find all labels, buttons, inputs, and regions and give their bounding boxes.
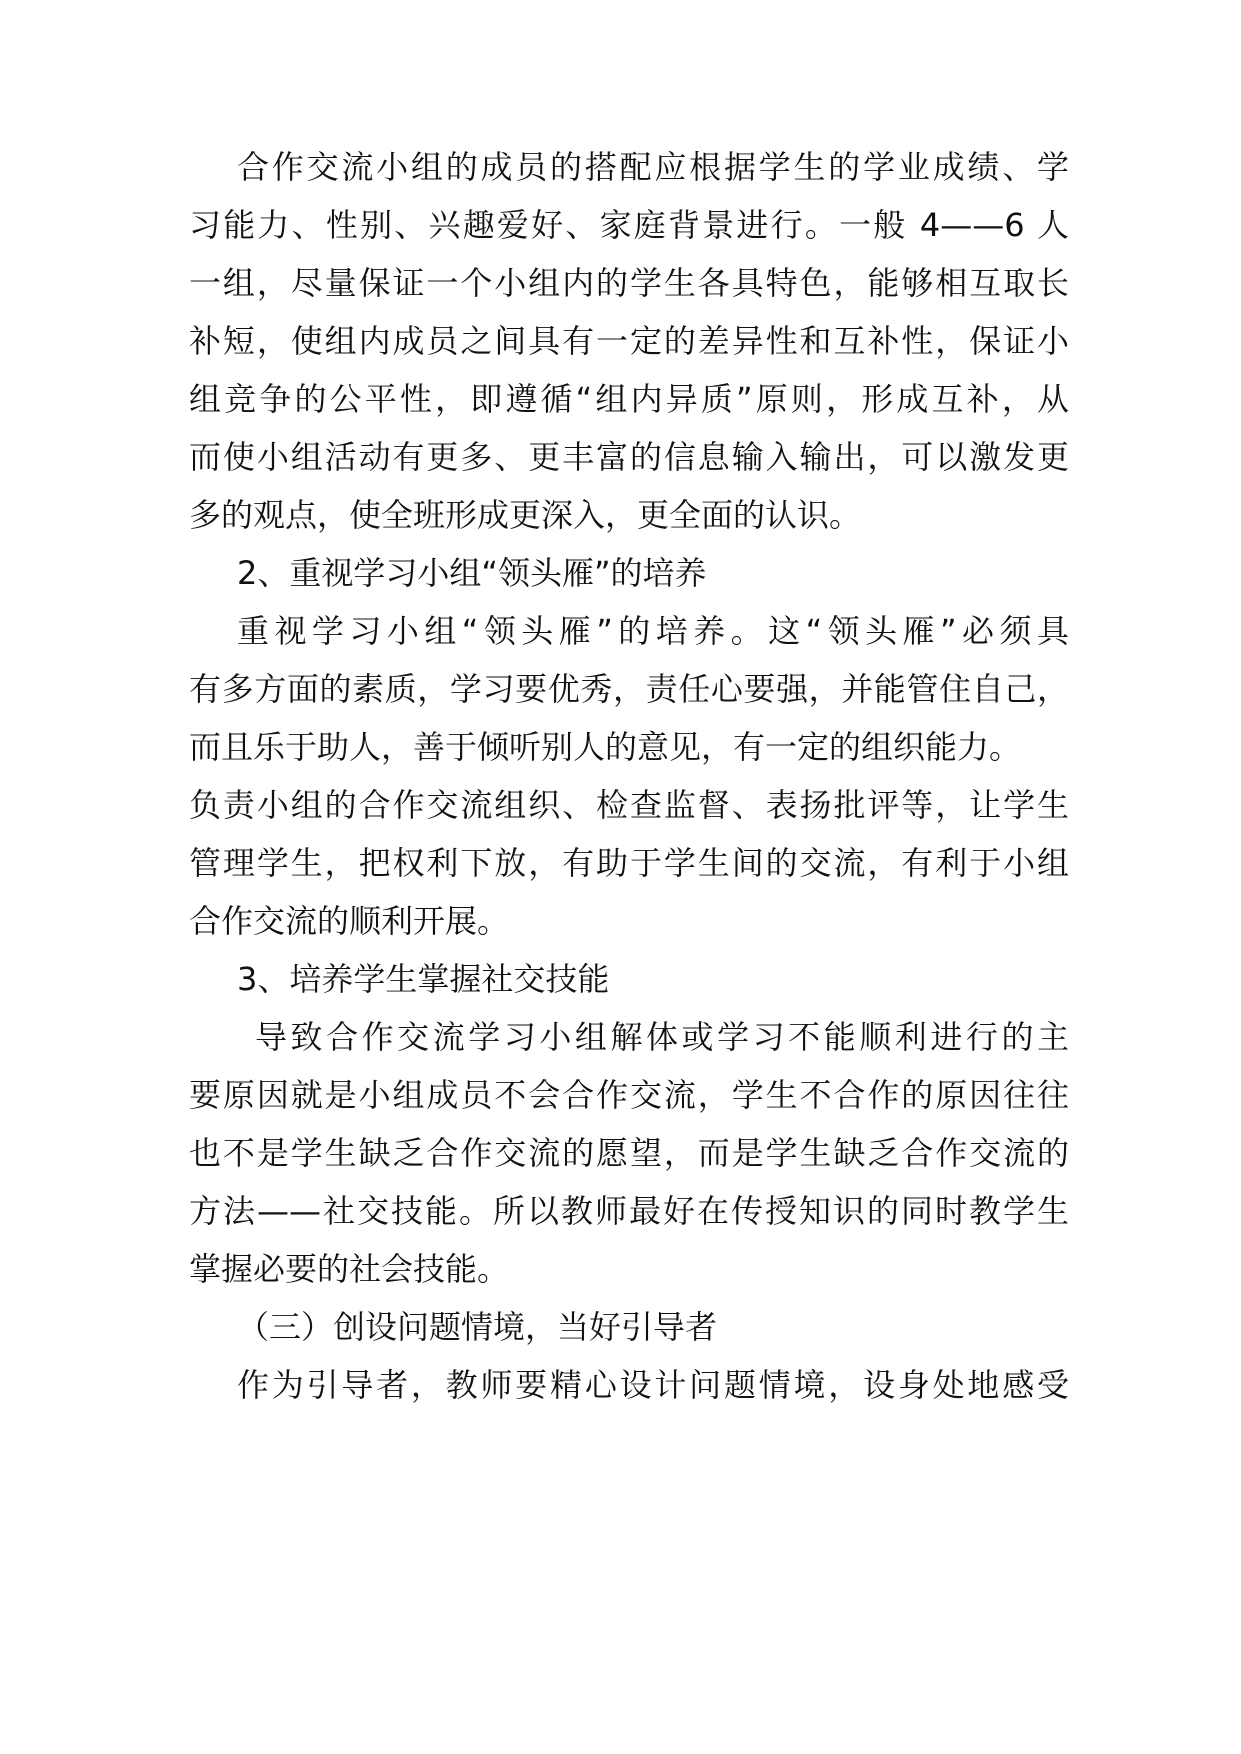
paragraph-line: 管理学生，把权利下放，有助于学生间的交流，有利于小组 xyxy=(189,844,1069,882)
paragraph-line: 掌握必要的社会技能。 xyxy=(189,1250,510,1288)
section-heading: 2、重视学习小组“领头雁”的培养 xyxy=(237,554,707,592)
paragraph-line: 方法——社交技能。所以教师最好在传授知识的同时教学生 xyxy=(189,1192,1069,1230)
paragraph-line: 要原因就是小组成员不会合作交流，学生不合作的原因往往 xyxy=(189,1076,1069,1114)
paragraph-line: 合作交流小组的成员的搭配应根据学生的学业成绩、学 xyxy=(237,148,1069,186)
section-heading: 3、培养学生掌握社交技能 xyxy=(237,960,610,998)
paragraph-line: 组竞争的公平性，即遵循“组内异质”原则，形成互补，从 xyxy=(189,380,1069,418)
paragraph-line: 也不是学生缺乏合作交流的愿望，而是学生缺乏合作交流的 xyxy=(189,1134,1069,1172)
paragraph-line: 补短，使组内成员之间具有一定的差异性和互补性，保证小 xyxy=(189,322,1069,360)
paragraph-line: 习能力、性别、兴趣爱好、家庭背景进行。一般 4——6 人 xyxy=(189,206,1069,244)
paragraph-line: 有多方面的素质，学习要优秀，责任心要强，并能管住自己， xyxy=(189,670,1069,708)
paragraph-line: 一组，尽量保证一个小组内的学生各具特色，能够相互取长 xyxy=(189,264,1069,302)
paragraph-line: 多的观点，使全班形成更深入，更全面的认识。 xyxy=(189,496,862,534)
paragraph-line: 负责小组的合作交流组织、检查监督、表扬批评等，让学生 xyxy=(189,786,1069,824)
paragraph-line: 而使小组活动有更多、更丰富的信息输入输出，可以激发更 xyxy=(189,438,1069,476)
paragraph-line: 合作交流的顺利开展。 xyxy=(189,902,510,940)
paragraph-line: 作为引导者，教师要精心设计问题情境，设身处地感受 xyxy=(237,1366,1069,1404)
section-heading: （三）创设问题情境，当好引导者 xyxy=(237,1308,718,1346)
paragraph-line: 重视学习小组“领头雁”的培养。这“领头雁”必须具 xyxy=(237,612,1069,650)
paragraph-line: 导致合作交流学习小组解体或学习不能顺利进行的主 xyxy=(255,1018,1069,1056)
paragraph-line: 而且乐于助人，善于倾听别人的意见，有一定的组织能力。 xyxy=(189,728,1022,766)
